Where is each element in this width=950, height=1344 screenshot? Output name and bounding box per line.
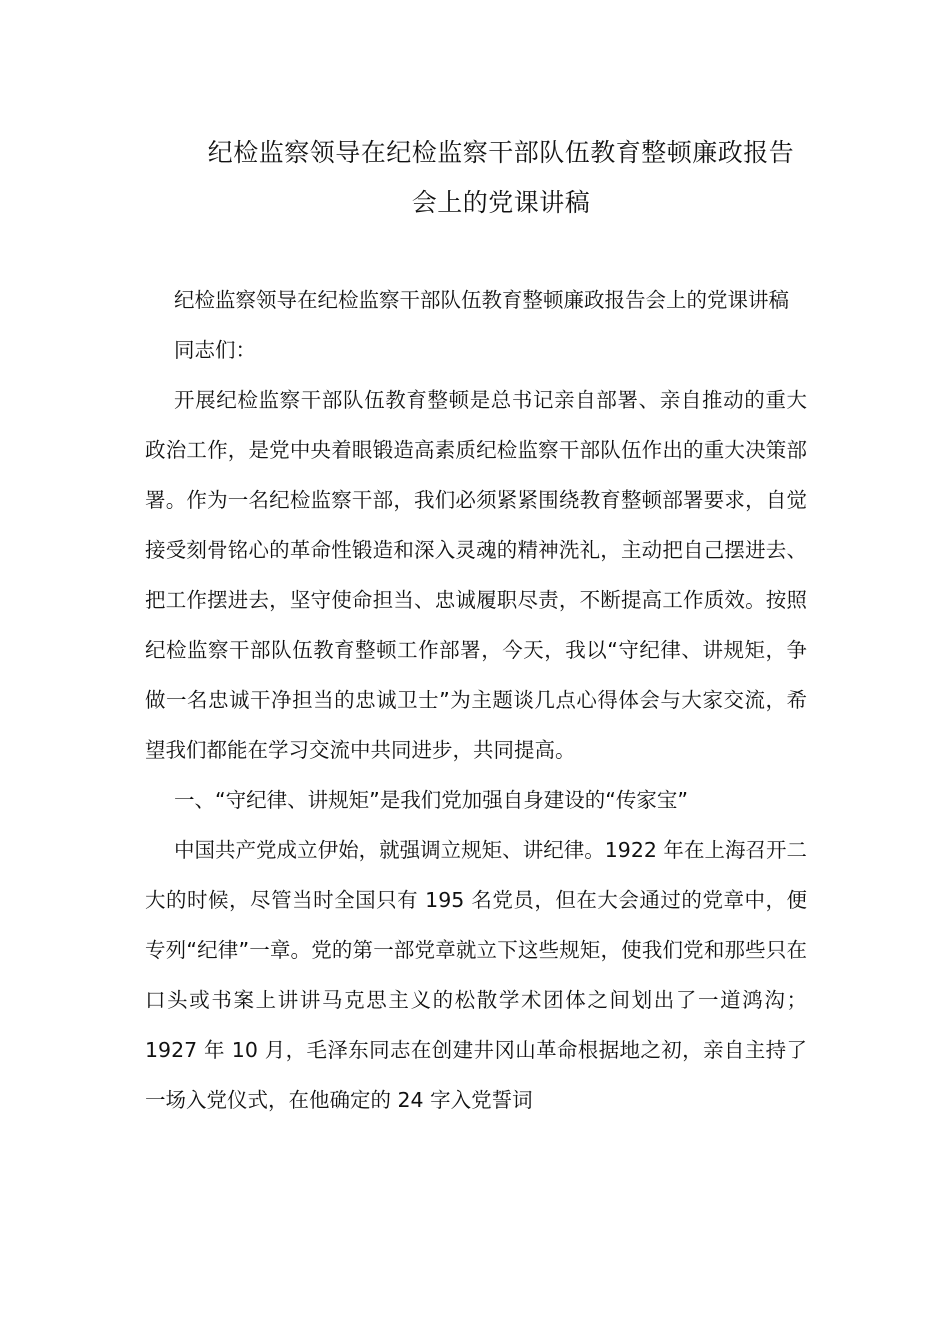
paragraph-subtitle: 纪检监察领导在纪检监察干部队伍教育整顿廉政报告会上的党课讲稿 xyxy=(174,288,789,312)
document-body xyxy=(145,275,807,1125)
paragraph-salutation: 同志们： xyxy=(174,338,256,362)
paragraph-history: 中国共产党成立伊始，就强调立规矩、讲纪律。1922 年在上海召开二大的时候，尽管当时全国只有 195 名党员，但在大会通过的党章中，便专列“纪律”一章。党的第一部党章就立下这些规矩，使我们党和那些只在口头或书案上讲讲马克思主义的松散学术团体之间划出了一道鸿沟；1927 年 10 月，毛泽东同志在创建井冈山革命根据地之初，亲自主持了一场入党仪式，在他确定的 24 字入党誓词 xyxy=(145,838,807,1112)
paragraph-introduction: 开展纪检监察干部队伍教育整顿是总书记亲自部署、亲自推动的重大政治工作，是党中央着眼锻造高素质纪检监察干部队伍作出的重大决策部署。作为一名纪检监察干部，我们必须紧紧围绕教育整顿部署要求，自觉接受刻骨铭心的革命性锻造和深入灵魂的精神洗礼，主动把自己摆进去、把工作摆进去，坚守使命担当、忠诚履职尽责，不断提高工作质效。按照纪检监察干部队伍教育整顿工作部署，今天，我以“守纪律、讲规矩，争做一名忠诚干净担当的忠诚卫士”为主题谈几点心得体会与大家交流，希望我们都能在学习交流中共同进步，共同提高。 xyxy=(145,388,807,762)
section-heading-1: 一、“守纪律、讲规矩”是我们党加强自身建设的“传家宝” xyxy=(174,788,688,812)
title-line-2: 会上的党课讲稿 xyxy=(411,188,591,217)
title-line-1: 纪检监察领导在纪检监察干部队伍教育整顿廉政报告 xyxy=(207,138,795,167)
document-title xyxy=(145,128,857,228)
